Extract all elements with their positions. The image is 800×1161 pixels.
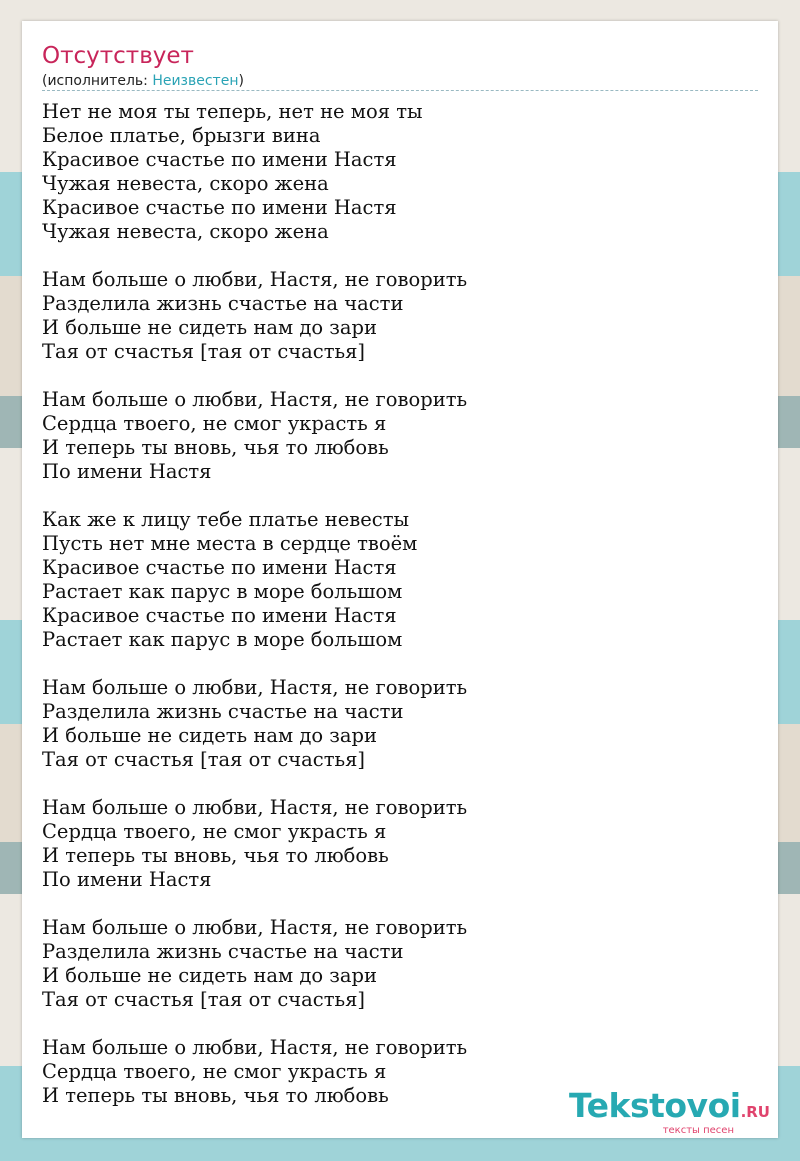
title-divider [42,90,758,91]
artist-prefix: (исполнитель: [42,73,153,89]
lyric-line: И больше не сидеть нам до зари [42,724,378,747]
lyric-line: Разделила жизнь счастье на части [42,700,404,723]
logo-tld: .RU [740,1103,770,1121]
lyric-line: Чужая невеста, скоро жена [42,172,329,195]
lyric-line: Белое платье, брызги вина [42,124,321,147]
lyric-line: Тая от счастья [тая от счастья] [42,340,366,363]
stanza-break [42,1012,467,1036]
song-title: Отсутствует [42,43,194,69]
lyric-line: Тая от счастья [тая от счастья] [42,988,366,1011]
lyric-line: Красивое счастье по имени Настя [42,556,397,579]
stanza-break [42,652,467,676]
stanza-break [42,772,467,796]
lyric-line: Сердца твоего, не смог украсть я [42,412,387,435]
lyric-line: И теперь ты вновь, чья то любовь [42,1084,389,1107]
lyric-line: По имени Настя [42,460,212,483]
lyric-line: И больше не сидеть нам до зари [42,316,378,339]
lyric-line: Растает как парус в море большом [42,580,403,603]
lyric-line: Нам больше о любви, Настя, не говорить [42,796,468,819]
lyric-line: Нам больше о любви, Настя, не говорить [42,268,468,291]
lyric-line: Разделила жизнь счастье на части [42,940,404,963]
artist-link[interactable]: Неизвестен [152,73,239,89]
lyric-line: Чужая невеста, скоро жена [42,220,329,243]
logo-name: Tekstovoi [569,1086,741,1125]
lyric-line: Разделила жизнь счастье на части [42,292,404,315]
lyric-line: И теперь ты вновь, чья то любовь [42,844,389,867]
lyric-line: Сердца твоего, не смог украсть я [42,1060,387,1083]
lyric-line: И больше не сидеть нам до зари [42,964,378,987]
lyric-line: Тая от счастья [тая от счастья] [42,748,366,771]
stanza-break [42,364,467,388]
lyric-line: По имени Настя [42,868,212,891]
lyric-line: Нам больше о любви, Настя, не говорить [42,1036,468,1059]
stanza-break [42,244,467,268]
lyric-line: Красивое счастье по имени Настя [42,148,397,171]
stanza-break [42,484,467,508]
lyric-line: Пусть нет мне места в сердце твоём [42,532,418,555]
logo-wordmark [569,1086,770,1129]
lyric-line: Сердца твоего, не смог украсть я [42,820,387,843]
logo-tagline: тексты песен [662,1125,734,1136]
lyric-line: Нам больше о любви, Настя, не говорить [42,676,468,699]
lyric-line: И теперь ты вновь, чья то любовь [42,436,389,459]
artist-suffix: ) [238,73,244,89]
lyrics-card [22,21,778,1138]
site-logo[interactable] [569,1086,770,1136]
lyric-line: Нет не моя ты теперь, нет не моя ты [42,100,423,123]
lyric-line: Нам больше о любви, Настя, не говорить [42,388,468,411]
lyric-line: Красивое счастье по имени Настя [42,604,397,627]
lyric-line: Растает как парус в море большом [42,628,403,651]
lyric-line: Красивое счастье по имени Настя [42,196,397,219]
lyric-line: Как же к лицу тебе платье невесты [42,508,410,531]
lyric-line: Нам больше о любви, Настя, не говорить [42,916,468,939]
stanza-break [42,892,467,916]
lyrics-text [42,100,467,1108]
artist-line [42,72,244,90]
